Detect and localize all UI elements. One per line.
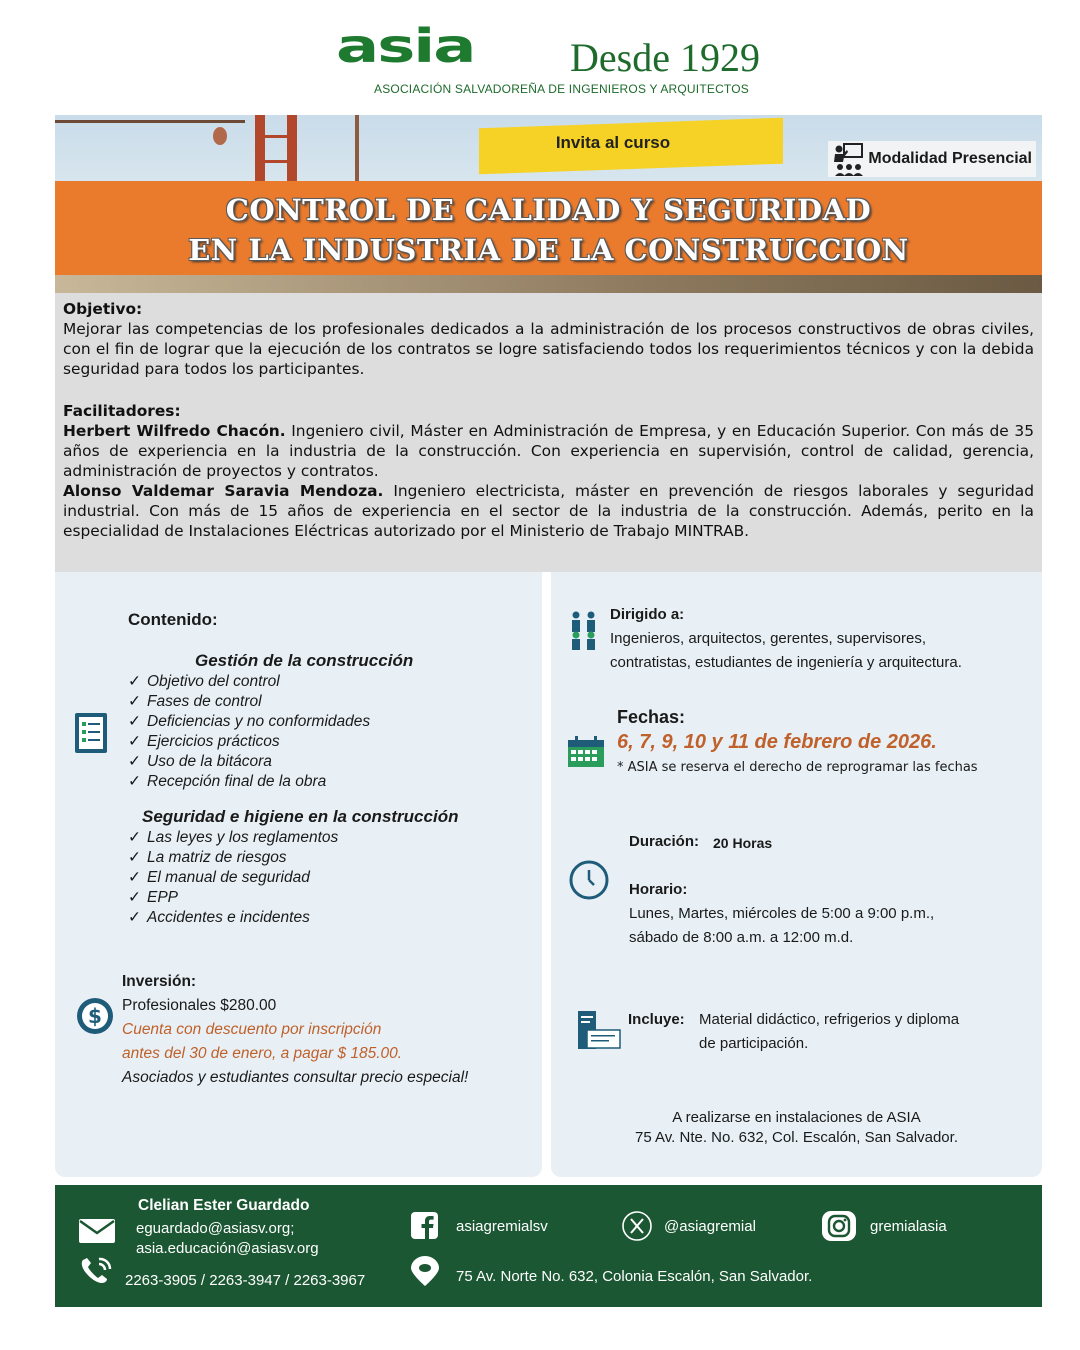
facebook-icon[interactable] (411, 1212, 438, 1239)
crane-decoration (255, 115, 265, 185)
section1-list (128, 672, 370, 792)
contact-name: Clelian Ester Guardado (138, 1197, 310, 1214)
x-icon[interactable] (622, 1211, 652, 1241)
clock-icon (569, 860, 609, 900)
facilitator-1-bio: Ingeniero civil, Máster en Administración de Empresa, y en Educación Superior. Con más de 35 años de experiencia en la industria de la construcción. Con experiencia en supervisión, control de calidad, gerencia, administración de proyectos y contratos. (63, 422, 1034, 480)
investment-discount-2: antes del 30 de enero, a pagar $ 185.00. (122, 1045, 403, 1062)
list-item: ✓ EPP (128, 888, 338, 908)
crane-decoration (287, 115, 297, 185)
location-pin-icon (409, 1255, 441, 1287)
modality-badge (828, 141, 1036, 177)
footer-address: 75 Av. Norte No. 632, Colonia Escalón, San Salvador. (456, 1268, 813, 1285)
facilitators-heading: Facilitadores: (63, 402, 181, 420)
instagram-handle[interactable]: gremialasia (870, 1218, 947, 1235)
section2-title: Seguridad e higiene en la construcción (142, 807, 459, 826)
logo-subtitle: ASOCIACIÓN SALVADOREÑA DE INGENIEROS Y ARQUITECTOS (374, 82, 749, 96)
list-item: ✓ Las leyes y los reglamentos (128, 828, 338, 848)
list-item: ✓ Deficiencias y no conformidades (128, 712, 370, 732)
course-title-line2: EN LA INDUSTRIA DE LA CONSTRUCCION (188, 233, 909, 267)
objective-heading: Objetivo: (63, 300, 143, 318)
schedule-line1: Lunes, Martes, miércoles de 5:00 a 9:00 p.m., (629, 905, 935, 922)
audience-line1: Ingenieros, arquitectos, gerentes, supervisores, (610, 630, 927, 647)
list-item: ✓ Accidentes e incidentes (128, 908, 338, 928)
contact-phones[interactable]: 2263-3905 / 2263-3947 / 2263-3967 (125, 1272, 366, 1289)
facilitator-2-name: Alonso Valdemar Saravia Mendoza. (63, 482, 384, 500)
crane-decoration (355, 115, 359, 185)
footer (55, 1185, 1042, 1307)
book-diploma-icon (577, 1010, 621, 1050)
crane-decoration (55, 120, 245, 123)
investment-professionals: Profesionales $280.00 (122, 997, 277, 1014)
facilitator-2 (63, 481, 1034, 541)
investment-members: Asociados y estudiantes consultar precio especial! (122, 1069, 469, 1086)
logo-brand: asia (336, 20, 475, 74)
duration-heading: Duración: (629, 833, 700, 850)
hero-banner (55, 115, 1042, 293)
schedule-line2: sábado de 8:00 a.m. a 12:00 m.d. (629, 929, 854, 946)
construction-ground (55, 275, 1042, 293)
invite-text: Invita al curso (555, 133, 671, 152)
instagram-icon[interactable] (821, 1210, 857, 1242)
phone-icon (79, 1257, 113, 1287)
list-item: ✓ Uso de la bitácora (128, 752, 370, 772)
includes-line1: Material didáctico, refrigerios y diploma (699, 1011, 960, 1028)
people-icon (569, 610, 599, 650)
duration-value: 20 Horas (713, 835, 773, 851)
location-line1: A realizarse en instalaciones de ASIA (672, 1109, 921, 1126)
objective-box (55, 293, 1042, 572)
schedule-heading: Horario: (629, 881, 688, 898)
facilitator-2-bio: Ingeniero electricista, máster en prevención de riesgos laborales y seguridad industrial. Con más de 15 años de experiencia en el sector de la industria de la construcción. Además, perito en la especialidad de Instalaciones Eléctricas autorizado por el Ministerio de Trabajo MINTRAB. (63, 482, 1034, 540)
svg-text:$: $ (88, 1004, 102, 1028)
list-item: ✓ Recepción final de la obra (128, 772, 370, 792)
crane-hook-icon (213, 127, 227, 145)
facilitator-1 (63, 421, 1034, 481)
objective-text: Mejorar las competencias de los profesionales dedicados a la administración de los procesos constructivos de obras civiles, con el fin de lograr que la ejecución de los contratos se logre satisfaciendo todos los requerimientos técnicos y con la debida seguridad para todos los participantes. (63, 320, 1034, 378)
list-item: ✓ El manual de seguridad (128, 868, 338, 888)
x-handle[interactable]: @asiagremial (664, 1218, 756, 1235)
location-line2: 75 Av. Nte. No. 632, Col. Escalón, San Salvador. (635, 1129, 958, 1146)
audience-line2: contratistas, estudiantes de ingeniería y arquitectura. (610, 654, 962, 671)
list-item: ✓ Objetivo del control (128, 672, 370, 692)
contact-email-2[interactable]: asia.educación@asiasv.org (136, 1240, 319, 1257)
crane-decoration (255, 160, 297, 163)
list-item: ✓ La matriz de riesgos (128, 848, 338, 868)
investment-heading: Inversión: (122, 973, 197, 990)
dollar-icon (76, 997, 114, 1035)
section1-title: Gestión de la construcción (195, 651, 414, 670)
checklist-icon (74, 712, 108, 754)
facilitator-1-name: Herbert Wilfredo Chacón. (63, 422, 286, 440)
investment-discount-1: Cuenta con descuento por inscripción (122, 1021, 382, 1038)
includes-line2: de participación. (699, 1035, 809, 1052)
list-item: ✓ Fases de control (128, 692, 370, 712)
audience-heading: Dirigido a: (610, 606, 685, 623)
crane-decoration (255, 135, 297, 138)
header-logo (0, 18, 1080, 102)
modality-label: Modalidad Presencial (868, 150, 1032, 167)
contact-email-1[interactable]: eguardado@asiasv.org; (136, 1220, 295, 1237)
email-icon (79, 1219, 115, 1243)
dates-heading: Fechas: (617, 707, 686, 727)
dates-value: 6, 7, 9, 10 y 11 de febrero de 2026. (617, 731, 937, 753)
calendar-icon (567, 736, 605, 768)
content-heading: Contenido: (128, 610, 218, 629)
section2-list (128, 828, 338, 928)
title-band (55, 181, 1042, 275)
course-title-line1: CONTROL DE CALIDAD Y SEGURIDAD (225, 193, 872, 227)
dates-note: * ASIA se reserva el derecho de reprogramar las fechas (617, 760, 978, 775)
list-item: ✓ Ejercicios prácticos (128, 732, 370, 752)
presenter-icon (832, 142, 866, 176)
logo-since: Desde 1929 (570, 35, 760, 80)
includes-heading: Incluye: (628, 1011, 685, 1028)
facebook-handle[interactable]: asiagremialsv (456, 1218, 548, 1235)
